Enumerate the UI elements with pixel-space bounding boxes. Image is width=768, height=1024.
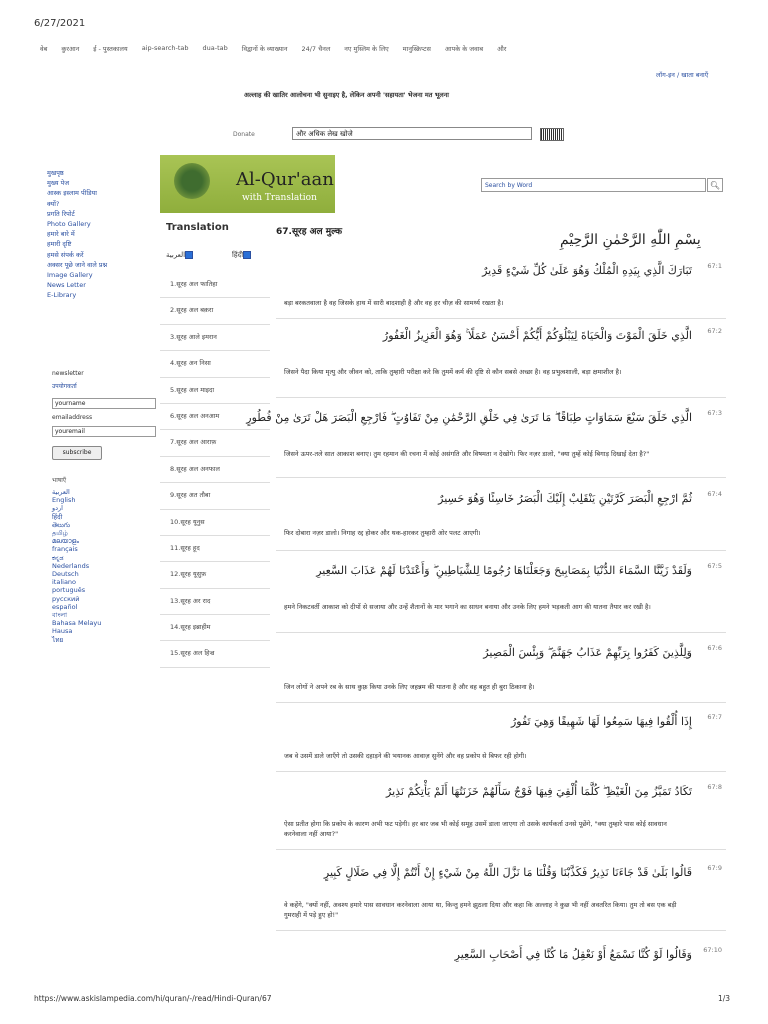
lang-hindi[interactable]: हिंदी bbox=[52, 512, 63, 521]
check-icon bbox=[243, 251, 251, 259]
surah-list bbox=[160, 272, 270, 668]
hindi-checkbox[interactable] bbox=[232, 251, 251, 260]
newsletter-email-input[interactable]: youremail bbox=[52, 426, 156, 437]
donate-label[interactable]: Donate bbox=[233, 131, 255, 138]
divider bbox=[276, 318, 726, 319]
verse-arabic: وَلِلَّذِينَ كَفَرُوا بِرَبِّهِمْ عَذَابُ جَهَنَّمَ ۖ وَبِئْسَ الْمَصِيرُ bbox=[483, 646, 692, 659]
quran-search-input[interactable]: Search by Word bbox=[481, 178, 706, 192]
nav-lectures[interactable]: विद्वानों के व्याख्यान bbox=[241, 45, 288, 53]
lang-hausa[interactable]: Hausa bbox=[52, 627, 73, 636]
verse-translation: फिर दोबारा नज़र डालो। निगाह रद्द होकर और थक-हारकर तुम्हारी ओर पलट आएगी। bbox=[284, 529, 481, 537]
verse-arabic: قَالُوا بَلَىٰ قَدْ جَاءَنَا نَذِيرٌ فَكَذَّبْنَا وَقُلْنَا مَا نَزَّلَ اللَّهُ مِنْ شَيْءٍ إِنْ أَنْتُمْ إِلَّا فِي ضَلَالٍ كَبِيرٍ bbox=[323, 866, 692, 879]
sidebar-item-newsletter[interactable]: News Letter bbox=[47, 281, 86, 290]
divider bbox=[276, 930, 726, 931]
divider bbox=[276, 550, 726, 551]
divider bbox=[276, 849, 726, 850]
check-icon bbox=[185, 251, 193, 259]
verse-number: 67:9 bbox=[707, 864, 722, 872]
surah-item[interactable]: 14.सूरह इब्राहीम bbox=[160, 615, 270, 641]
verse-number: 67:6 bbox=[707, 644, 722, 652]
footer-page-number: 1/3 bbox=[718, 994, 731, 1003]
surah-item[interactable]: 2.सूरह अल बक़रा bbox=[160, 298, 270, 324]
lang-french[interactable]: français bbox=[52, 545, 78, 554]
sidebar-item-elibrary[interactable]: E-Library bbox=[47, 291, 77, 300]
sidebar-item-contact[interactable]: हमसे संपर्क करें bbox=[47, 250, 84, 259]
nav-answers[interactable]: आपके के जवाब bbox=[444, 45, 484, 53]
login-links: लॉग-इन / खाता बनाएँ bbox=[656, 71, 709, 79]
surah-item[interactable]: 12.सूरह यूसुफ़ bbox=[160, 562, 270, 588]
sidebar-item-main-page[interactable]: मुख्य पेज bbox=[47, 179, 70, 188]
verse-translation: वे कहेंगे, "क्यों नहीं, अवश्य हमारे पास सावधान करनेवाला आया था, किन्तु हमने झुठला दिया और कहा कि अल्लाह ने कुछ भी नहीं अवतरित किया। तुम तो बस एक बड़ी गुमराही में पड़े हुए हो!" bbox=[284, 901, 677, 919]
lang-english[interactable]: English bbox=[52, 496, 76, 505]
surah-item[interactable]: 8.सूरह अल अनफाल bbox=[160, 457, 270, 483]
languages-title: भाषाएँ bbox=[52, 477, 67, 484]
surah-item[interactable]: 4.सूरह अन निसा bbox=[160, 351, 270, 377]
verse-arabic: تَبَارَكَ الَّذِي بِيَدِهِ الْمُلْكُ وَهُوَ عَلَىٰ كُلِّ شَيْءٍ قَدِيرٌ bbox=[482, 264, 692, 277]
newsletter-title: newsletter bbox=[52, 370, 84, 377]
translation-title: Translation bbox=[166, 222, 229, 233]
banner-subtitle: with Translation bbox=[242, 193, 317, 203]
divider bbox=[276, 771, 726, 772]
verse-translation: जिसने ऊपर-तले सात आकाश बनाए। तुम रहमान की रचना में कोई असंगति और विषमता न देखोगे। फिर नज़र डालो, "क्या तुम्हें कोई बिगाड़ दिखाई देता है?" bbox=[284, 450, 650, 458]
sidebar-item-home[interactable]: मुखपृष्ठ bbox=[47, 169, 64, 177]
lang-kannada[interactable]: ಕನ್ನಡ bbox=[52, 553, 64, 562]
surah-title: 67.सूरह अल मुल्क bbox=[276, 227, 343, 237]
lang-portuguese[interactable]: português bbox=[52, 586, 86, 595]
sidebar-item-about[interactable]: हमारे बारे में bbox=[47, 230, 75, 239]
verse-translation: जिसने पैदा किया मृत्यु और जीवन को, ताकि तुम्हारी परीक्षा करे कि तुममें कर्म की दृष्टि से कौन सबसे अच्छा है। वह प्रभुत्वशाली, बड़ा क्षमाशील है। bbox=[284, 368, 622, 376]
top-nav bbox=[40, 44, 690, 53]
lang-italian[interactable]: italiano bbox=[52, 578, 77, 587]
banner-title: Al-Qur'aan bbox=[236, 169, 334, 190]
sidebar-item-faq[interactable]: अक्सर पूछे जाने वाले प्रश्न bbox=[47, 260, 108, 269]
language-list bbox=[52, 488, 101, 644]
subscribe-button[interactable]: subscribe bbox=[52, 446, 102, 460]
verse-translation: जिन लोगों ने अपने रब के साथ कुफ़्र किया उनके लिए जहन्नम की यातना है और वह बहुत ही बुरा ठिकाना है। bbox=[284, 683, 535, 691]
quran-banner bbox=[160, 155, 335, 213]
nav-new-muslim[interactable]: नए मुस्लिम के लिए bbox=[344, 45, 389, 53]
sidebar-item-vision[interactable]: हमारी दृष्टि bbox=[47, 240, 72, 249]
surah-item[interactable]: 1.सूरह अल फातिहा bbox=[160, 272, 270, 298]
verse-arabic: وَقَالُوا لَوْ كُنَّا نَسْمَعُ أَوْ نَعْقِلُ مَا كُنَّا فِي أَصْحَابِ السَّعِيرِ bbox=[454, 948, 692, 961]
sidebar-item-why[interactable]: क्यों? bbox=[47, 199, 60, 208]
verse-translation: जब वे उसमें डाले जाएँगे तो उसकी दहाड़ने की भयानक आवाज़ सुनेंगे और वह प्रकोप से बिफर रही होगी। bbox=[284, 752, 527, 760]
lang-tamil[interactable]: தமிழ் bbox=[52, 529, 68, 538]
surah-item[interactable]: 7.सूरह अल आराफ़ bbox=[160, 430, 270, 456]
newsletter-subscribe-label: उपयोगकर्ता bbox=[52, 383, 77, 390]
verse-number: 67:2 bbox=[707, 327, 722, 335]
divider bbox=[276, 702, 726, 703]
verse-number: 67:4 bbox=[707, 490, 722, 498]
nav-aip-search[interactable]: aip-search-tab bbox=[141, 44, 189, 52]
lang-russian[interactable]: русский bbox=[52, 594, 80, 603]
nav-web[interactable]: वेब bbox=[40, 45, 48, 53]
surah-item[interactable]: 9.सूरह अत तौबा bbox=[160, 483, 270, 509]
lang-german[interactable]: Deutsch bbox=[52, 570, 79, 579]
sidebar-item-progress[interactable]: प्रगति रिपोर्ट bbox=[47, 209, 75, 218]
article-search-input[interactable]: और अधिक लेख खोजे bbox=[292, 127, 532, 140]
login-link[interactable]: लॉग-इन bbox=[656, 71, 675, 79]
divider bbox=[276, 632, 726, 633]
lang-spanish[interactable]: español bbox=[52, 602, 78, 611]
surah-item[interactable]: 11.सूरह हूद bbox=[160, 536, 270, 562]
surah-item[interactable]: 3.सूरह आले इमरान bbox=[160, 325, 270, 351]
verse-number: 67:1 bbox=[707, 262, 722, 270]
verse-translation: हमने निकटवर्ती आकाश को दीपों से सजाया और उन्हें शैतानों के मार भगाने का साधन बनाया और उनके लिए हमने भड़कती आग की यातना तैयार कर रखी है। bbox=[284, 603, 651, 611]
sidebar-item-image-gallery[interactable]: Image Gallery bbox=[47, 271, 93, 280]
quran-logo-icon bbox=[174, 163, 210, 199]
lang-telugu[interactable]: తెలుగు bbox=[52, 520, 70, 529]
lang-urdu[interactable]: اردو bbox=[52, 504, 63, 513]
surah-item[interactable]: 15.सूरह अल हिज्र bbox=[160, 641, 270, 667]
verse-number: 67:3 bbox=[707, 409, 722, 417]
nav-dua[interactable]: dua-tab bbox=[202, 44, 228, 52]
surah-item[interactable]: 6.सूरह अल अनआम bbox=[160, 404, 270, 430]
donation-notice: अल्लाह की खातिर आलोचना भी सुनाइए है, लेकिन अपनी 'सहायता' भेजना मत भूलना bbox=[244, 91, 449, 99]
verse-translation: बड़ा बरकतवाला है वह जिसके हाथ में सारी बादशाही है और वह हर चीज़ की सामर्थ्य रखता है। bbox=[284, 299, 504, 307]
print-date: 6/27/2021 bbox=[34, 18, 86, 29]
verse-number: 67:5 bbox=[707, 562, 722, 570]
lang-thai[interactable]: ไทย bbox=[52, 635, 64, 644]
newsletter-email-label: emailaddress bbox=[52, 414, 93, 421]
search-icon[interactable]: 🔍︎ bbox=[707, 178, 723, 192]
sidebar-menu bbox=[47, 168, 147, 301]
verse-arabic: ثُمَّ ارْجِعِ الْبَصَرَ كَرَّتَيْنِ يَنْقَلِبْ إِلَيْكَ الْبَصَرُ خَاسِئًا وَهُوَ حَسِيرٌ bbox=[438, 492, 692, 505]
lang-malayalam[interactable]: മലയാളം bbox=[52, 537, 79, 546]
surah-item[interactable]: 10.सूरह यूनुस bbox=[160, 510, 270, 536]
footer-url: https://www.askislampedia.com/hi/quran/-/read/Hindi-Quran/67 bbox=[34, 994, 272, 1003]
lang-malay[interactable]: Bahasa Melayu bbox=[52, 619, 102, 628]
verse-translation: ऐसा प्रतीत होगा कि प्रकोप के कारण अभी फट पड़ेगी। हर बार जब भी कोई समूह उसमें डाला जाएगा तो उसके कार्यकर्ता उनसे पूछेंगे, "क्या तुम्हारे पास कोई सावधान करनेवाला नहीं आया?" bbox=[284, 820, 667, 838]
verse-arabic: إِذَا أُلْقُوا فِيهَا سَمِعُوا لَهَا شَهِيقًا وَهِيَ تَفُورُ bbox=[510, 715, 692, 728]
verse-arabic: الَّذِي خَلَقَ سَبْعَ سَمَاوَاتٍ طِبَاقًا ۖ مَا تَرَىٰ فِي خَلْقِ الرَّحْمَٰنِ مِنْ تَفَاوُتٍ ۖ فَارْجِعِ الْبَصَرَ هَلْ تَرَىٰ مِنْ فُطُورٍ bbox=[246, 411, 692, 424]
surah-item[interactable]: 13.सूरह अर राद bbox=[160, 589, 270, 615]
nav-quran[interactable]: कुरआन bbox=[61, 45, 80, 53]
create-account-link[interactable]: खाता बनाएँ bbox=[681, 71, 709, 79]
nav-channel[interactable]: 24/7 चैनल bbox=[301, 45, 331, 53]
verse-number: 67:10 bbox=[703, 946, 722, 954]
sidebar-item-askislampedia[interactable]: आस्क इस्लाम पीडिया bbox=[47, 189, 97, 198]
arabic-checkbox-label: العربية bbox=[166, 251, 186, 259]
arabic-checkbox[interactable] bbox=[166, 251, 193, 259]
verse-arabic: وَلَقَدْ زَيَّنَّا السَّمَاءَ الدُّنْيَا بِمَصَابِيحَ وَجَعَلْنَاهَا رُجُومًا لِلشَّيَاطِينِ ۖ وَأَعْتَدْنَا لَهُمْ عَذَابَ السَّعِيرِ bbox=[316, 564, 692, 577]
bismillah: بِسْمِ اللّٰهِ الرَّحْمٰنِ الرَّحِيْمِ bbox=[560, 232, 701, 248]
divider bbox=[276, 397, 726, 398]
hindi-checkbox-label: हिंदी bbox=[232, 251, 244, 259]
divider bbox=[276, 477, 726, 478]
nav-elibrary[interactable]: ई - पुस्तकालय bbox=[93, 45, 128, 53]
sidebar-item-photo-gallery[interactable]: Photo Gallery bbox=[47, 220, 91, 229]
verse-arabic: تَكَادُ تَمَيَّزُ مِنَ الْغَيْظِ ۖ كُلَّمَا أُلْقِيَ فِيهَا فَوْجٌ سَأَلَهُمْ خَزَنَتُهَا أَلَمْ يَأْتِكُمْ نَذِيرٌ bbox=[386, 785, 692, 798]
lang-dutch[interactable]: Nederlands bbox=[52, 561, 90, 570]
verse-arabic: الَّذِي خَلَقَ الْمَوْتَ وَالْحَيَاةَ لِيَبْلُوَكُمْ أَيُّكُمْ أَحْسَنُ عَمَلًا ۚ وَهُوَ الْعَزِيزُ الْغَفُورُ bbox=[382, 329, 692, 342]
nav-more[interactable]: और bbox=[497, 45, 507, 53]
lang-arabic[interactable]: العربية bbox=[52, 488, 70, 496]
nav-manuscripts[interactable]: मानुस्क्रिप्टस bbox=[402, 45, 431, 53]
surah-item[interactable]: 5.सूरह अल माइदा bbox=[160, 378, 270, 404]
lang-bengali[interactable]: বাংলা bbox=[52, 611, 68, 620]
verse-number: 67:8 bbox=[707, 783, 722, 791]
newsletter-name-input[interactable]: yourname bbox=[52, 398, 156, 409]
captcha-image bbox=[540, 128, 564, 141]
verse-number: 67:7 bbox=[707, 713, 722, 721]
